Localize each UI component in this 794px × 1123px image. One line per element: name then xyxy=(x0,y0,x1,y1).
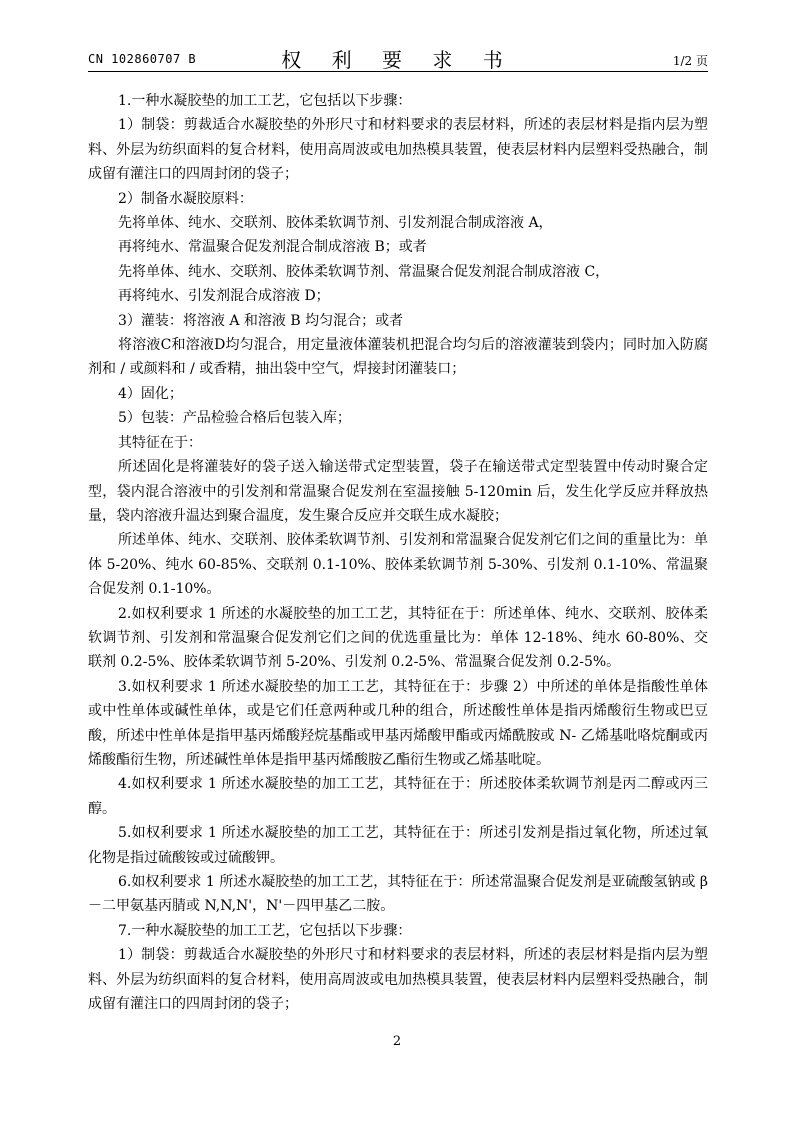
claim-paragraph: 1.一种水凝胶垫的加工工艺，它包括以下步骤： xyxy=(118,93,412,109)
claim-paragraph: 将溶液C和溶液D均匀混合，用定量液体灌装机把混合均匀后的溶液灌装到袋内；同时加入防腐剂和 / 或颜料和 / 或香精，抽出袋中空气，焊接封闭灌装口； xyxy=(88,337,708,378)
claim-paragraph: 所述单体、纯水、交联剂、胶体柔软调节剂、引发剂和常温聚合促发剂它们之间的重量比为：单体 5-20%、纯水 60-85%、交联剂 0.1-10%、胶体柔软调节剂 5-30%、引发剂 0.1-10%、常温聚合促发剂 0.1-10%。 xyxy=(88,532,708,598)
document-title: 权 利 要 求 书 xyxy=(281,48,515,72)
header-rule xyxy=(88,71,708,72)
claim-paragraph: 1）制袋：剪裁适合水凝胶垫的外形尺寸和材料要求的表层材料，所述的表层材料是指内层为塑料、外层为纺织面料的复合材料，使用高周波或电加热模具装置，使表层材料内层塑料受热融合，制成留有灌注口的四周封闭的袋子； xyxy=(88,117,708,183)
claim-paragraph: 再将纯水、常温聚合促发剂混合制成溶液 B；或者 xyxy=(118,239,427,256)
claim-paragraph: 6.如权利要求 1 所述水凝胶垫的加工工艺，其特征在于：所述常温聚合促发剂是亚硫酸氢钠或 β－二甲氨基丙腈或 N,N,N'，N'－四甲基乙二胺。 xyxy=(88,874,708,915)
claim-paragraph: 4.如权利要求 1 所述水凝胶垫的加工工艺，其特征在于：所述胶体柔软调节剂是丙二醇或丙三醇。 xyxy=(88,776,708,817)
patent-number: CN 102860707 B xyxy=(88,52,197,66)
claim-paragraph: 4）固化； xyxy=(118,385,183,402)
claims-body xyxy=(88,89,708,1016)
claim-paragraph: 2）制备水凝胶原料： xyxy=(118,190,253,207)
claim-paragraph: 5.如权利要求 1 所述水凝胶垫的加工工艺，其特征在于：所述引发剂是指过氧化物，所述过氧化物是指过硫酸铵或过硫酸钾。 xyxy=(88,825,708,866)
claim-paragraph: 先将单体、纯水、交联剂、胶体柔软调节剂、引发剂混合制成溶液 A， xyxy=(118,215,553,232)
page-header xyxy=(88,44,708,70)
claim-paragraph: 其特征在于： xyxy=(118,434,202,451)
claim-paragraph: 再将纯水、引发剂混合成溶液 D； xyxy=(118,288,330,305)
claim-paragraph: 先将单体、纯水、交联剂、胶体柔软调节剂、常温聚合促发剂混合制成溶液 C， xyxy=(118,263,610,280)
claim-paragraph: 所述固化是将灌装好的袋子送入输送带式定型装置，袋子在输送带式定型装置中传动时聚合定型，袋内混合溶液中的引发剂和常温聚合促发剂在室温接触 5-120min 后，发生化学反应并释放热量，袋内溶液升温达到聚合温度，发生聚合反应并交联生成水凝胶； xyxy=(88,459,708,524)
claim-paragraph: 7.一种水凝胶垫的加工工艺，它包括以下步骤： xyxy=(118,922,412,939)
claim-paragraph: 1）制袋：剪裁适合水凝胶垫的外形尺寸和材料要求的表层材料，所述的表层材料是指内层为塑料、外层为纺织面料的复合材料，使用高周波或电加热模具装置，使表层材料内层塑料受热融合，制成留有灌注口的四周封闭的袋子； xyxy=(88,947,708,1013)
page-indicator: 1/2 页 xyxy=(672,54,708,68)
page-number: 2 xyxy=(392,1034,402,1049)
claim-paragraph: 3）灌装：将溶液 A 和溶液 B 均匀混合；或者 xyxy=(118,312,404,329)
claim-paragraph: 2.如权利要求 1 所述的水凝胶垫的加工工艺，其特征在于：所述单体、纯水、交联剂、胶体柔软调节剂、引发剂和常温聚合促发剂它们之间的优选重量比为：单体 12-18%、纯水 60-80%、交联剂 0.2-5%、胶体柔软调节剂 5-20%、引发剂 0.2-5%、常温聚合促发剂 0.2-5%。 xyxy=(88,605,708,671)
claim-paragraph: 5）包装：产品检验合格后包装入库； xyxy=(118,410,351,427)
claim-paragraph: 3.如权利要求 1 所述水凝胶垫的加工工艺，其特征在于：步骤 2）中所述的单体是指酸性单体或中性单体或碱性单体，或是它们任意两种或几种的组合，所述酸性单体是指丙烯酸衍生物或巴豆酸，所述中性单体是指甲基丙烯酸羟烷基酯或甲基丙烯酸甲酯或丙烯酰胺或 N- 乙烯基吡咯烷酮或丙烯酸酯衍生物，所述碱性单体是指甲基丙烯酸胺乙酯衍生物或乙烯基吡啶。 xyxy=(88,678,708,768)
